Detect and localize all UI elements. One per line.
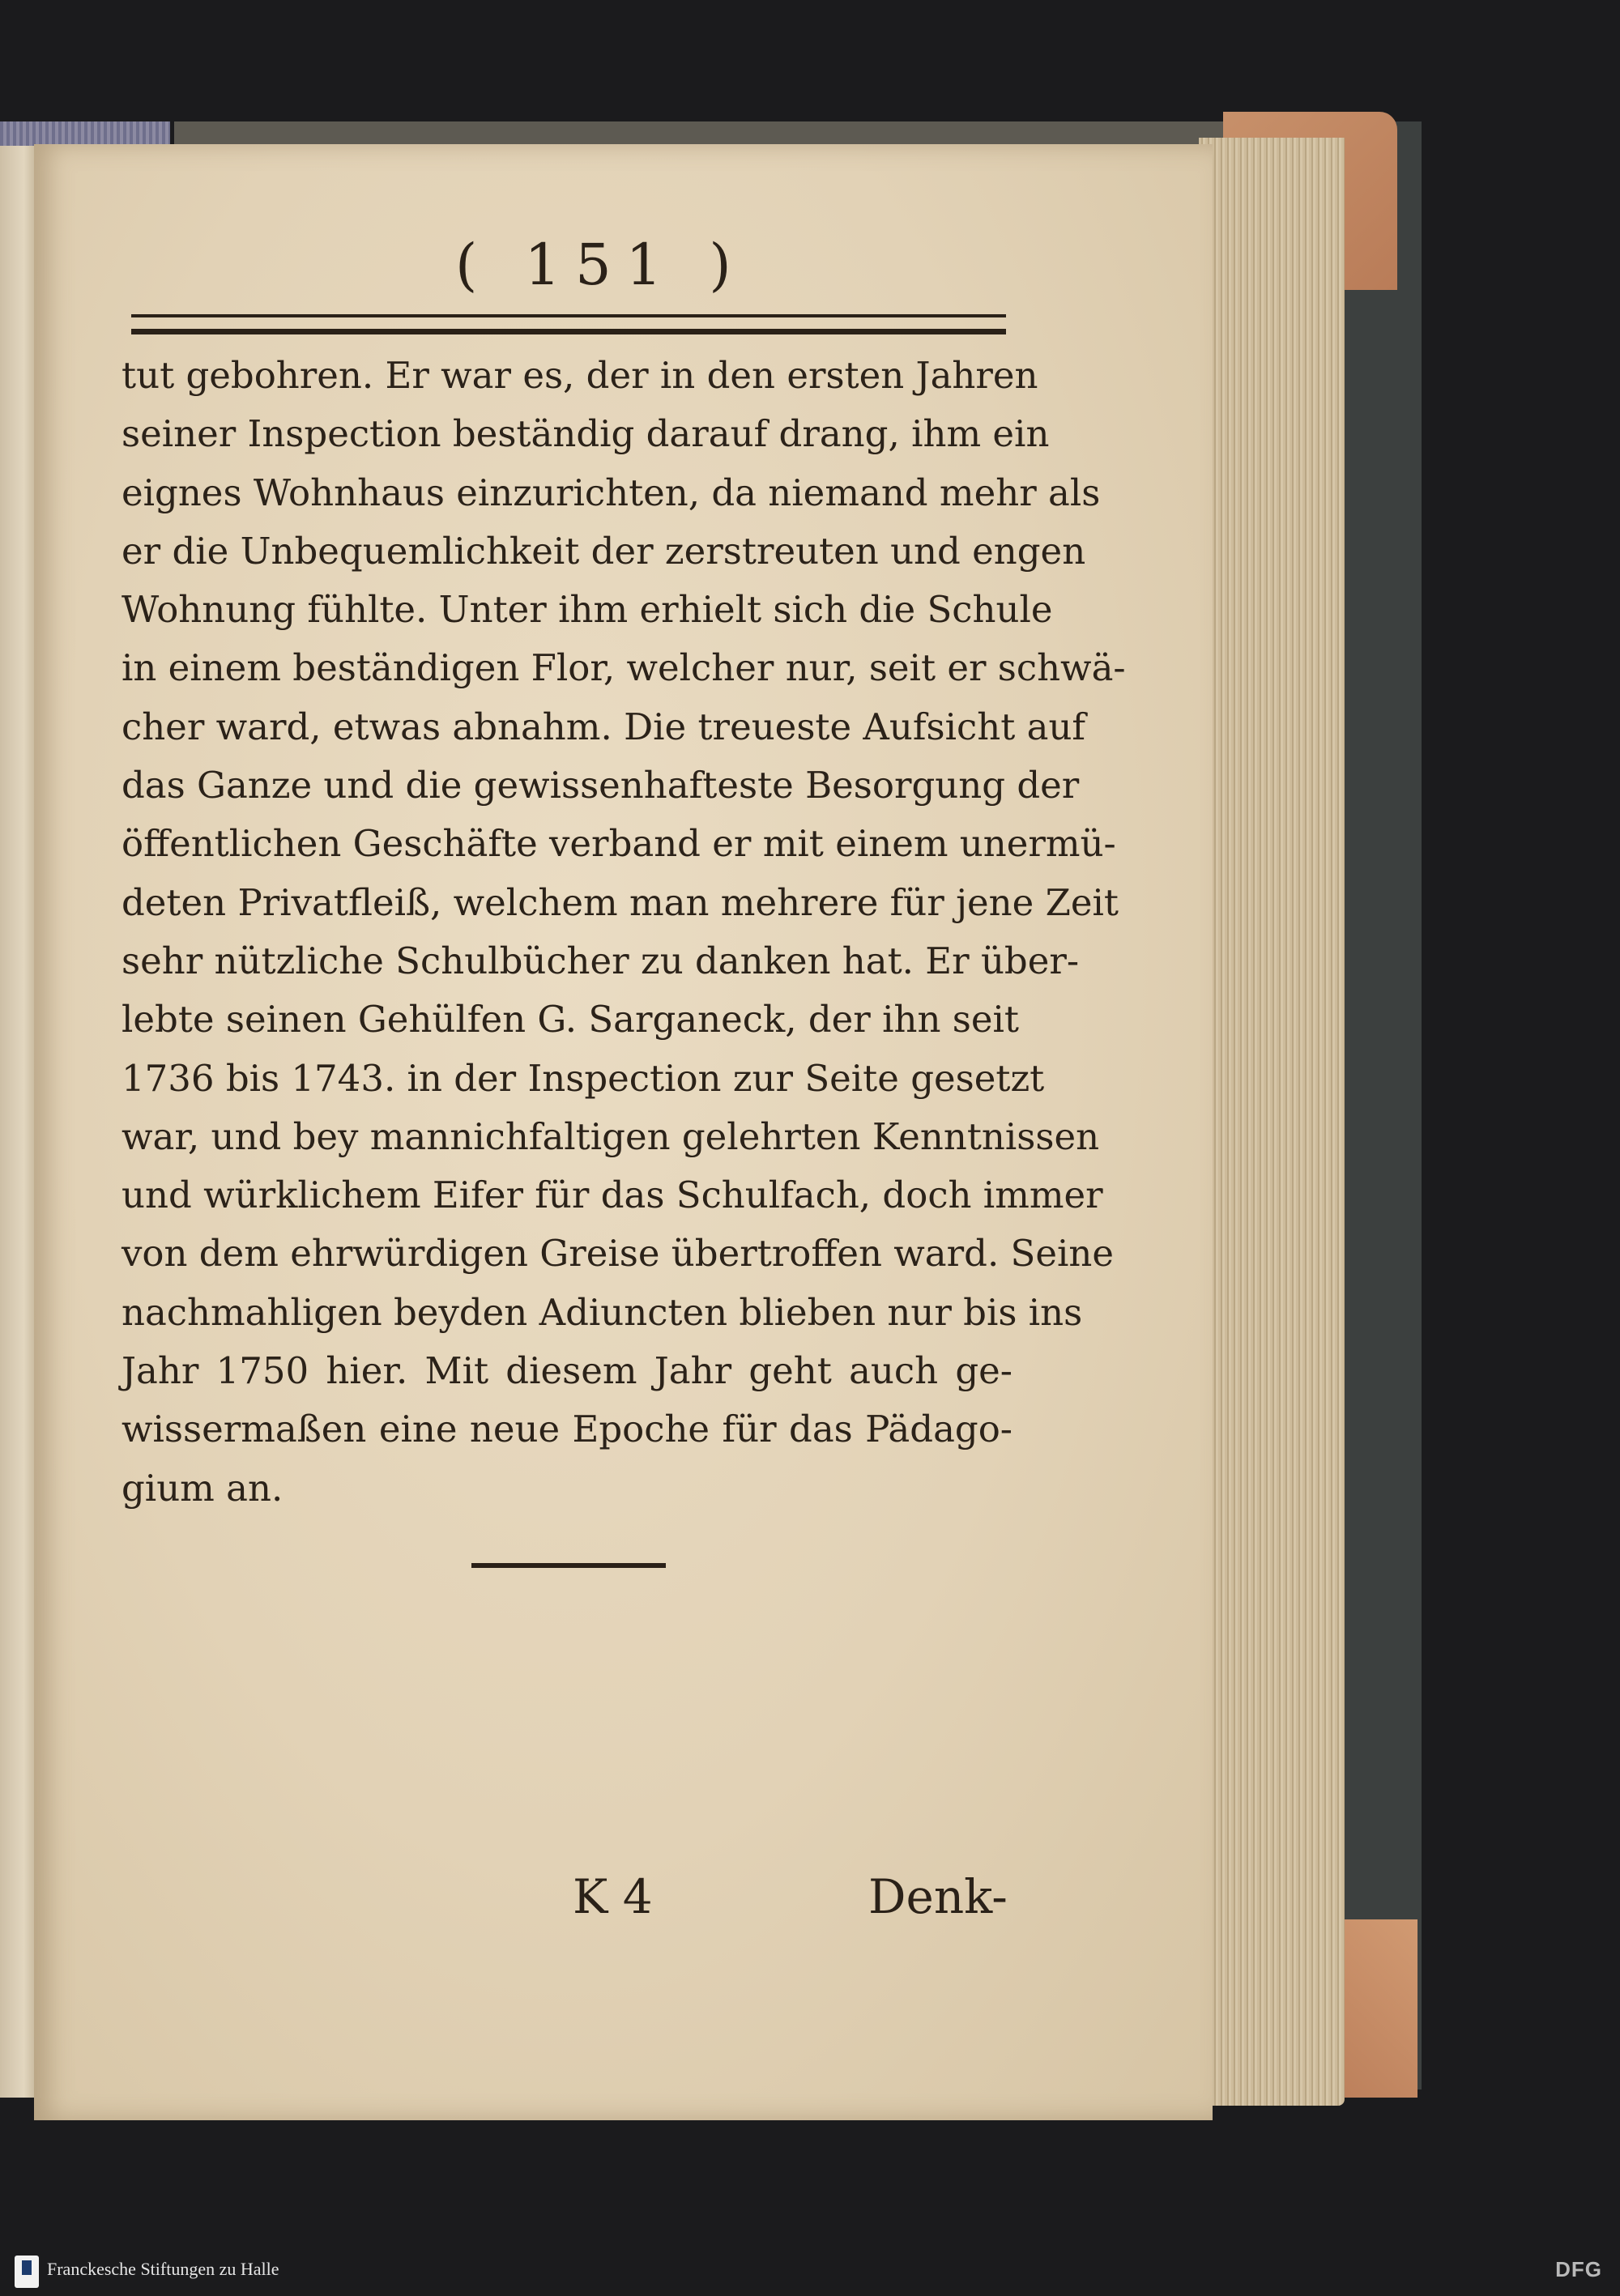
text-block-page-edges: [1199, 138, 1345, 2106]
text-line: wissermaßen eine neue Epoche für das Pädago-: [122, 1408, 1013, 1451]
text-line: gium an.: [122, 1466, 284, 1510]
text-line: sehr nützliche Schulbücher zu danken hat. Er über-: [122, 939, 1080, 982]
text-line: er die Unbequemlichkeit der zerstreuten und engen: [122, 529, 1086, 573]
text-line: seiner Inspection beständig darauf drang, ihm ein: [122, 412, 1050, 456]
signature-mark: K 4: [573, 1869, 653, 1924]
book-top-edge: [174, 121, 1243, 146]
header-double-rule: [131, 314, 1006, 334]
text-line: von dem ehrwürdigen Greise übertroffen ward. Seine: [122, 1232, 1115, 1276]
text-line: lebte seinen Gehülfen G. Sarganeck, der ihn seit: [122, 998, 1019, 1042]
text-line: Jahr 1750 hier. Mit diesem Jahr geht auch ge-: [122, 1349, 1013, 1393]
viewer-footer: [0, 2247, 1620, 2296]
text-line: nachmahligen beyden Adiuncten blieben nur bis ins: [122, 1290, 1083, 1334]
text-line: und würklichem Eifer für das Schulfach, doch immer: [122, 1174, 1103, 1217]
text-line: war, und bey mannichfaltigen gelehrten Kenntnissen: [122, 1114, 1100, 1158]
institution-name: Franckesche Stiftungen zu Halle: [47, 2259, 279, 2279]
page-number: ( 151 ): [455, 232, 746, 298]
text-line: eignes Wohnhaus einzurichten, da niemand mehr als: [122, 471, 1101, 514]
dfg-logo: DFG: [1555, 2257, 1602, 2281]
catchword: Denk-: [868, 1869, 1008, 1924]
book-page: [34, 144, 1213, 2120]
body-text: [122, 347, 1126, 1518]
text-line: 1736 bis 1743. in der Inspection zur Seite gesetzt: [122, 1056, 1045, 1100]
text-line: öffentlichen Geschäfte verband er mit einem unermü-: [122, 822, 1116, 866]
text-line: tut gebohren. Er war es, der in den ersten Jahren: [122, 354, 1038, 397]
text-line: deten Privatfleiß, welchem man mehrere für jene Zeit: [122, 880, 1119, 924]
institution-logo-icon: [15, 2256, 39, 2288]
left-page-edge: [0, 146, 34, 2098]
text-line: in einem beständigen Flor, welcher nur, seit er schwä-: [122, 646, 1126, 690]
text-line: Wohnung fühlte. Unter ihm erhielt sich die Schule: [122, 588, 1053, 632]
section-end-rule: [471, 1563, 666, 1568]
text-line: das Ganze und die gewissenhafteste Besorgung der: [122, 764, 1080, 807]
text-line: cher ward, etwas abnahm. Die treueste Aufsicht auf: [122, 705, 1086, 748]
